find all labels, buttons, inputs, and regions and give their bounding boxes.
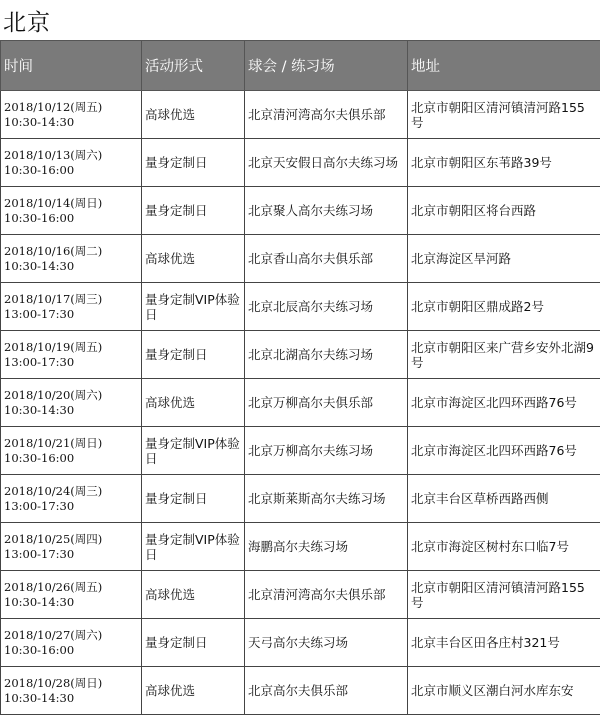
time-cell	[1, 187, 142, 235]
activity-cell: 高球优选	[142, 667, 245, 715]
address-cell: 北京市海淀区北四环西路76号	[408, 427, 600, 475]
activity-cell: 高球优选	[142, 571, 245, 619]
activity-cell: 量身定制日	[142, 475, 245, 523]
time-range-text: 10:30-14:30	[4, 258, 75, 273]
table-row	[1, 571, 600, 619]
table-row	[1, 475, 600, 523]
table-row	[1, 331, 600, 379]
time-range-text: 10:30-14:30	[4, 690, 75, 705]
time-range-text: 13:00-17:30	[4, 306, 75, 321]
date-text: 2018/10/14(周日)	[4, 195, 103, 210]
activity-cell: 量身定制日	[142, 331, 245, 379]
time-cell	[1, 379, 142, 427]
date-text: 2018/10/25(周四)	[4, 531, 103, 546]
time-cell	[1, 571, 142, 619]
address-cell: 北京海淀区旱河路	[408, 235, 600, 283]
table-row	[1, 187, 600, 235]
address-cell: 北京市海淀区北四环西路76号	[408, 379, 600, 427]
table-row	[1, 235, 600, 283]
table-row	[1, 379, 600, 427]
date-text: 2018/10/17(周三)	[4, 291, 103, 306]
date-text: 2018/10/20(周六)	[4, 387, 103, 402]
venue-cell: 天弓高尔夫练习场	[245, 619, 408, 667]
time-cell	[1, 475, 142, 523]
address-cell: 北京市朝阳区清河镇清河路155号	[408, 571, 600, 619]
time-cell	[1, 619, 142, 667]
header-time: 时间	[1, 41, 142, 91]
page-title: 北京	[3, 10, 51, 36]
date-text: 2018/10/13(周六)	[4, 147, 103, 162]
time-cell	[1, 235, 142, 283]
date-text: 2018/10/27(周六)	[4, 627, 103, 642]
time-cell	[1, 331, 142, 379]
time-range-text: 10:30-16:00	[4, 162, 75, 177]
venue-cell: 北京北辰高尔夫练习场	[245, 283, 408, 331]
date-text: 2018/10/26(周五)	[4, 579, 103, 594]
table-row	[1, 523, 600, 571]
table-row	[1, 139, 600, 187]
venue-cell: 北京聚人高尔夫练习场	[245, 187, 408, 235]
venue-cell: 北京万柳高尔夫练习场	[245, 427, 408, 475]
table-row	[1, 427, 600, 475]
venue-cell: 北京清河湾高尔夫俱乐部	[245, 91, 408, 139]
activity-cell: 高球优选	[142, 91, 245, 139]
address-cell: 北京市朝阳区将台西路	[408, 187, 600, 235]
activity-cell: 量身定制日	[142, 187, 245, 235]
address-cell: 北京市朝阳区鼎成路2号	[408, 283, 600, 331]
address-cell: 北京市顺义区潮白河水库东安	[408, 667, 600, 715]
time-range-text: 10:30-14:30	[4, 114, 75, 129]
activity-cell: 高球优选	[142, 379, 245, 427]
table-row	[1, 91, 600, 139]
activity-cell: 量身定制VIP体验日	[142, 427, 245, 475]
table-header	[1, 41, 600, 91]
address-cell: 北京丰台区田各庄村321号	[408, 619, 600, 667]
time-range-text: 10:30-16:00	[4, 210, 75, 225]
time-range-text: 10:30-16:00	[4, 450, 75, 465]
table-row	[1, 283, 600, 331]
header-address: 地址	[408, 41, 600, 91]
time-cell	[1, 139, 142, 187]
activity-cell: 量身定制VIP体验日	[142, 283, 245, 331]
time-cell	[1, 91, 142, 139]
date-text: 2018/10/12(周五)	[4, 99, 103, 114]
header-row	[1, 41, 600, 91]
activity-cell: 量身定制VIP体验日	[142, 523, 245, 571]
time-cell	[1, 667, 142, 715]
address-cell: 北京市朝阳区清河镇清河路155号	[408, 91, 600, 139]
header-venue: 球会 / 练习场	[245, 41, 408, 91]
venue-cell: 北京天安假日高尔夫练习场	[245, 139, 408, 187]
time-cell	[1, 427, 142, 475]
time-range-text: 10:30-14:30	[4, 402, 75, 417]
venue-cell: 北京斯莱斯高尔夫练习场	[245, 475, 408, 523]
schedule-table	[0, 40, 600, 715]
activity-cell: 量身定制日	[142, 139, 245, 187]
venue-cell: 北京香山高尔夫俱乐部	[245, 235, 408, 283]
activity-cell: 高球优选	[142, 235, 245, 283]
address-cell: 北京市海淀区树村东口临7号	[408, 523, 600, 571]
date-text: 2018/10/19(周五)	[4, 339, 103, 354]
venue-cell: 北京高尔夫俱乐部	[245, 667, 408, 715]
date-text: 2018/10/16(周二)	[4, 243, 103, 258]
time-cell	[1, 283, 142, 331]
table-row	[1, 619, 600, 667]
time-range-text: 13:00-17:30	[4, 354, 75, 369]
date-text: 2018/10/28(周日)	[4, 675, 103, 690]
time-cell	[1, 523, 142, 571]
activity-cell: 量身定制日	[142, 619, 245, 667]
venue-cell: 北京北湖高尔夫练习场	[245, 331, 408, 379]
address-cell: 北京市朝阳区来广营乡安外北湖9号	[408, 331, 600, 379]
time-range-text: 10:30-14:30	[4, 594, 75, 609]
time-range-text: 13:00-17:30	[4, 546, 75, 561]
date-text: 2018/10/21(周日)	[4, 435, 103, 450]
venue-cell: 北京万柳高尔夫俱乐部	[245, 379, 408, 427]
venue-cell: 北京清河湾高尔夫俱乐部	[245, 571, 408, 619]
header-activity: 活动形式	[142, 41, 245, 91]
table-body	[1, 91, 600, 715]
time-range-text: 10:30-16:00	[4, 642, 75, 657]
address-cell: 北京市朝阳区东苇路39号	[408, 139, 600, 187]
venue-cell: 海鹏高尔夫练习场	[245, 523, 408, 571]
address-cell: 北京丰台区草桥西路西侧	[408, 475, 600, 523]
time-range-text: 13:00-17:30	[4, 498, 75, 513]
table-row	[1, 667, 600, 715]
date-text: 2018/10/24(周三)	[4, 483, 103, 498]
